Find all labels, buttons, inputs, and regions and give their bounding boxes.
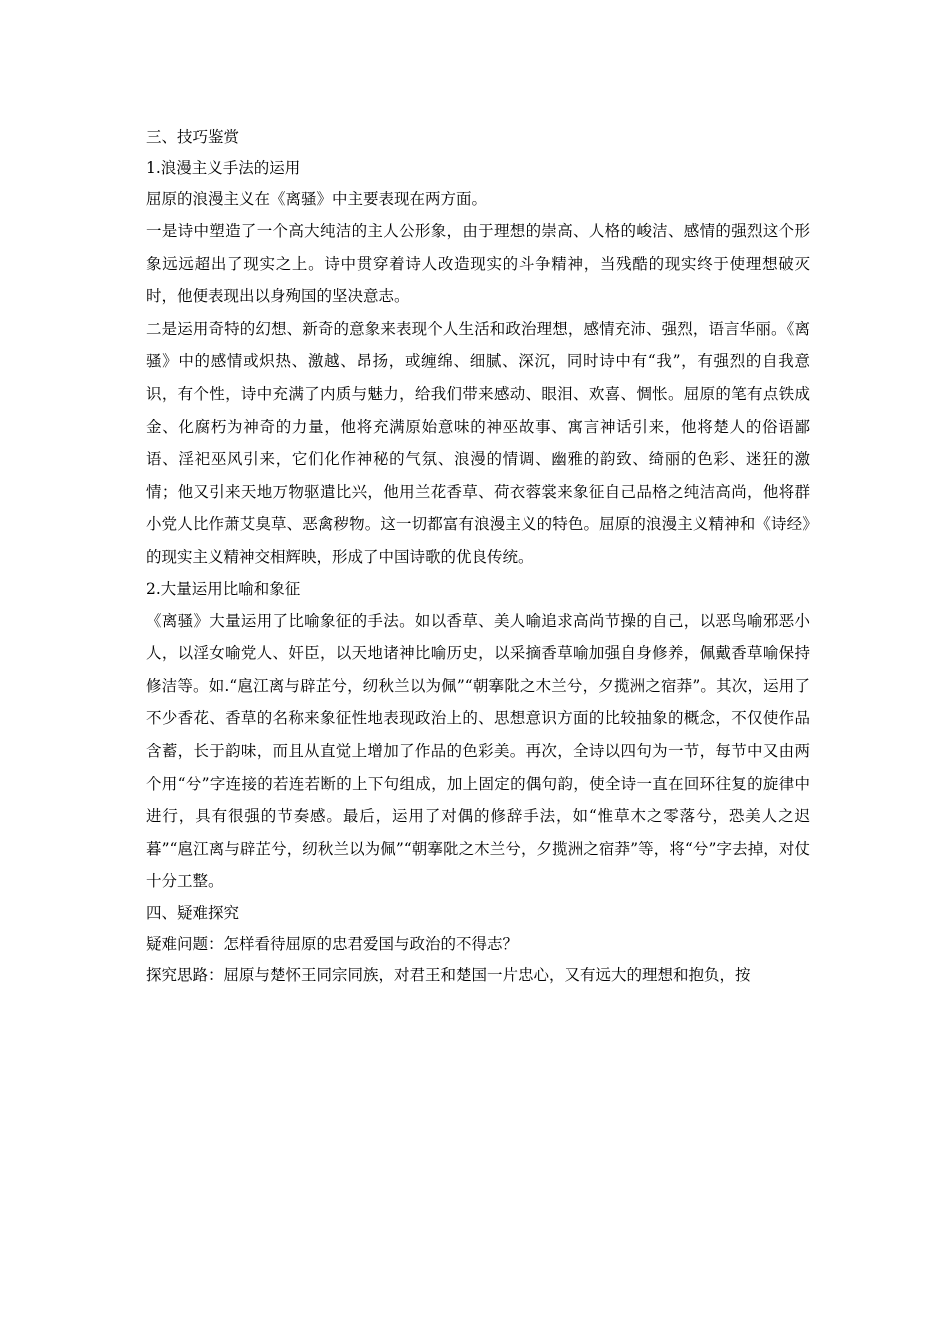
paragraph-metaphor: 《离骚》大量运用了比喻象征的手法。如以香草、美人喻追求高尚节操的自己，以恶鸟喻邪恶小人，以淫女喻党人、奸臣，以天地诸神比喻历史，以采摘香草喻加强自身修养，佩戴香草喻保持修洁等。如.“扈江离与辟芷兮，纫秋兰以为佩”“朝搴阰之木兰兮，夕揽洲之宿莽”。其次，运用了不少香花、香草的名称来象征性地表现政治上的、思想意识方面的比较抽象的概念，不仅使作品含蓄，长于韵味，而且从直觉上增加了作品的色彩美。再次，全诗以四句为一节，每节中又由两个用“兮”字连接的若连若断的上下句组成，加上固定的偶句韵，使全诗一直在回环往复的旋律中进行，具有很强的节奏感。最后，运用了对偶的修辞手法，如“惟草木之零落兮，恐美人之迟暮”“扈江离与辟芷兮，纫秋兰以为佩”“朝搴阰之木兰兮，夕揽洲之宿莽”等，将“兮”字去掉，对仗十分工整。 [146, 611, 810, 891]
section-heading-techniques: 三、技巧鉴赏 [146, 128, 240, 146]
paragraph-romanticism-intro: 屈原的浪漫主义在《离骚》中主要表现在两方面。 [146, 190, 488, 208]
section-heading-inquiry: 四、疑难探究 [146, 903, 240, 922]
paragraph-romanticism-first: 一是诗中塑造了一个高大纯洁的主人公形象，由于理想的崇高、人格的峻洁、感情的强烈这个形象远远超出了现实之上。诗中贯穿着诗人改造现实的斗争精神，当残酷的现实终于使理想破灭时，他便表现出以身殉国的坚决意志。 [146, 222, 810, 306]
subheading-metaphor: 2.大量运用比喻和象征 [146, 579, 301, 598]
subheading-romanticism: 1.浪漫主义手法的运用 [146, 159, 301, 177]
document-page [146, 122, 810, 991]
inquiry-question: 疑难问题：怎样看待屈原的忠君爱国与政治的不得志？ [146, 934, 519, 953]
paragraph-romanticism-second: 二是运用奇特的幻想、新奇的意象来表现个人生活和政治理想，感情充沛、强烈，语言华丽。《离骚》中的感情或炽热、激越、昂扬，或缠绵、细腻、深沉，同时诗中有“我”，有强烈的自我意识，有个性，诗中充满了内质与魅力，给我们带来感动、眼泪、欢喜、惆怅。屈原的笔有点铁成金、化腐朽为神奇的力量，他将充满原始意味的神巫故事、寓言神话引来，他将楚人的俗语鄙语、淫祀巫风引来，它们化作神秘的气氛、浪漫的情调、幽雅的韵致、绮丽的色彩、迷狂的激情；他又引来天地万物驱遣比兴，他用兰花香草、荷衣蓉裳来象征自己品格之纯洁高尚，他将群小党人比作萧艾臭草、恶禽秽物。这一切都富有浪漫主义的特色。屈原的浪漫主义精神和《诗经》的现实主义精神交相辉映，形成了中国诗歌的优良传统。 [146, 319, 810, 566]
inquiry-approach: 探究思路：屈原与楚怀王同宗同族，对君王和楚国一片忠心，又有远大的理想和抱负，按 [146, 965, 751, 984]
